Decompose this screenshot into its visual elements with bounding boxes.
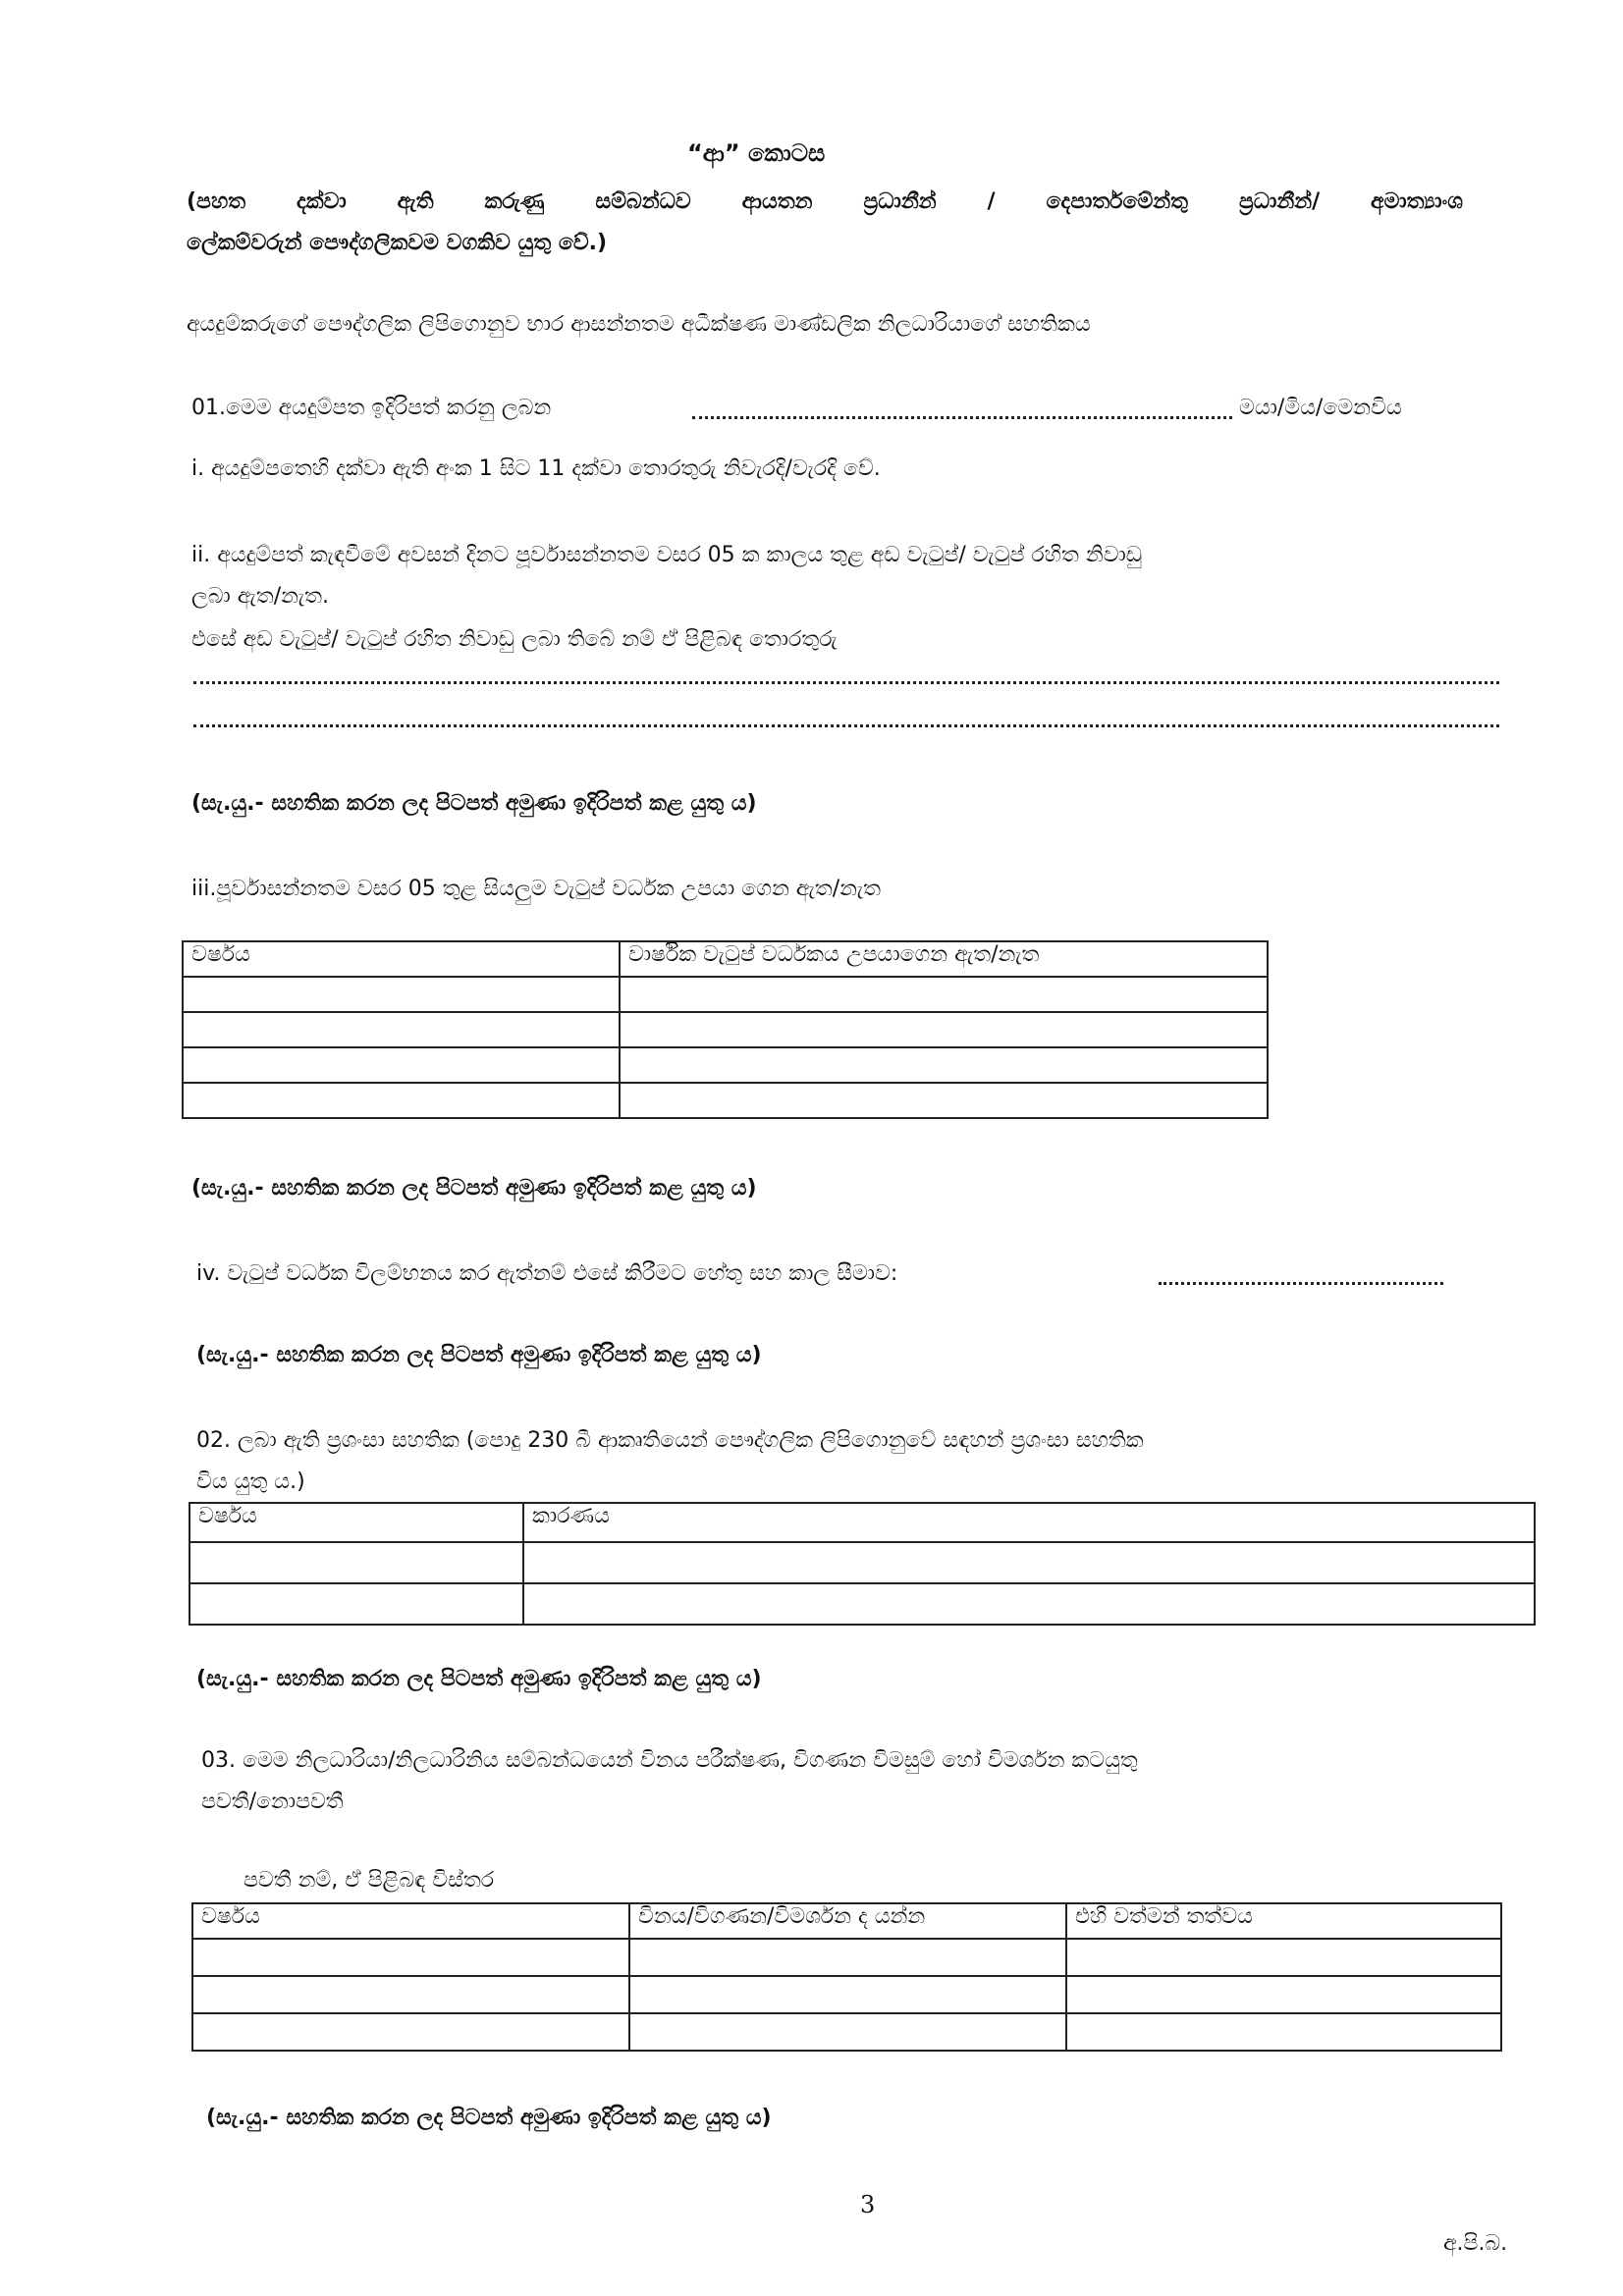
commendation-table-header-reason: කාරණය <box>523 1503 1535 1542</box>
q01-suffix: මයා/මිය/මෙනවිය <box>1239 396 1402 420</box>
disciplinary-table-header-type: විනය/විගණන/විමර්ශන ද යන්න <box>629 1903 1066 1939</box>
attachment-note-3: (සැ.යු.- සහතික කරන ලද පිටපත් අමුණා ඉදිරිපත් කළ යුතු ය) <box>196 1343 762 1367</box>
table-cell[interactable] <box>189 1583 523 1625</box>
item-i: i. අයදුම්පතෙහි දක්වා ඇති අංක 1 සිට 11 දක්වා තොරතුරු නිවැරදි/වැරදි වේ. <box>191 456 881 481</box>
table-cell[interactable] <box>620 1012 1268 1047</box>
table-cell[interactable] <box>183 1012 620 1047</box>
table-cell[interactable] <box>620 1047 1268 1083</box>
q03-line-1: 03. මෙම නිලධාරියා/නිලධාරිනිය සම්බන්ධයෙන් විනය පරීක්ෂණ, විගණන විමසුම් හෝ විමර්ශන කටයුතු <box>201 1748 1138 1773</box>
item-iv-answer-blank[interactable] <box>1159 1282 1443 1285</box>
table-cell[interactable] <box>523 1542 1535 1583</box>
table-cell[interactable] <box>620 977 1268 1012</box>
table-row <box>192 2013 1501 2051</box>
table-cell[interactable] <box>1066 1976 1501 2013</box>
table-cell[interactable] <box>183 1047 620 1083</box>
table-cell[interactable] <box>620 1083 1268 1118</box>
table-cell[interactable] <box>192 2013 629 2051</box>
table-cell[interactable] <box>192 1976 629 2013</box>
q02-line-1: 02. ලබා ඇති ප්‍රශංසා සහතික (පොදු 230 බී ආකෘතියෙන් පෞද්ගලික ලිපිගොනුවේ සඳහන් ප්‍රශංසා සහතික <box>196 1428 1144 1453</box>
table-row <box>189 1583 1535 1625</box>
table-row <box>183 1012 1268 1047</box>
item-ii-line-1: ii. අයදුම්පත් කැඳවීමේ අවසන් දිනට පූර්වාසන්නතම වසර 05 ක කාලය තුළ අඩ වැටුප්/ වැටුප් රහිත නිවාඩු <box>191 543 1143 567</box>
table-cell[interactable] <box>1066 2013 1501 2051</box>
item-ii-answer-line-1[interactable] <box>193 681 1499 684</box>
certificate-heading: අයදුම්කරුගේ පෞද්ගලික ලිපිගොනුව භාර ආසන්නතම අධීක්ෂණ මාණ්ඩලික නිලධාරියාගේ සහතිකය <box>187 312 1091 337</box>
item-ii-answer-line-2[interactable] <box>193 724 1499 727</box>
item-iii: iii.පූර්වාසන්නතම වසර 05 තුළ සියලුම වැටුප් වර්ධක උපයා ගෙන ඇත/නැත <box>191 877 882 901</box>
commendation-table-header-year: වර්ෂය <box>189 1503 523 1542</box>
attachment-note-2: (සැ.යු.- සහතික කරන ලද පිටපත් අමුණා ඉදිරිපත් කළ යුතු ය) <box>191 1176 757 1201</box>
commendation-table <box>189 1502 1536 1626</box>
table-cell[interactable] <box>629 1976 1066 2013</box>
table-row <box>192 1976 1501 2013</box>
table-cell[interactable] <box>629 2013 1066 2051</box>
disciplinary-table-header-status: එහි වත්මන් තත්වය <box>1066 1903 1501 1939</box>
instruction-line-1: (පහත දක්වා ඇති කරුණු සම්බන්ධව ආයතන ප්‍රධානීන් / දෙපාර්තමේන්තු ප්‍රධානීන්/ අමාත්‍යාංශ <box>187 189 1463 214</box>
footer-initials: අ.පි.බ. <box>1443 2231 1508 2256</box>
table-cell[interactable] <box>183 1083 620 1118</box>
q03-line-2: පවතී/නොපවතී <box>201 1789 344 1814</box>
table-cell[interactable] <box>183 977 620 1012</box>
increment-table-header-year: වර්ෂය <box>183 941 620 977</box>
table-cell[interactable] <box>523 1583 1535 1625</box>
item-ii-line-3: එසේ අඩ වැටුප්/ වැටුප් රහිත නිවාඩු ලබා තිබේ නම් ඒ පිළිබඳ තොරතුරු <box>191 627 838 652</box>
table-row <box>183 977 1268 1012</box>
q02-line-2: විය යුතු ය.) <box>196 1469 305 1494</box>
table-cell[interactable] <box>192 1939 629 1976</box>
table-row <box>183 1047 1268 1083</box>
increment-table-header-status: වාර්ෂික වැටුප් වර්ධකය උපයාගෙන ඇත/නැත <box>620 941 1268 977</box>
table-cell[interactable] <box>1066 1939 1501 1976</box>
increment-table <box>182 940 1269 1119</box>
item-ii-line-2: ලබා ඇත/නැත. <box>191 584 329 609</box>
instruction-line-2: ලේකම්වරුන් පෞද්ගලිකවම වගකිව යුතු වේ.) <box>187 231 608 255</box>
disciplinary-table-header-year: වර්ෂය <box>192 1903 629 1939</box>
table-cell[interactable] <box>629 1939 1066 1976</box>
q03-details-label: පවතී නම්, ඒ පිළිබඳ විස්තර <box>243 1868 495 1893</box>
table-row <box>189 1542 1535 1583</box>
table-cell[interactable] <box>189 1542 523 1583</box>
disciplinary-table <box>191 1902 1502 2052</box>
attachment-note-4: (සැ.යු.- සහතික කරන ලද පිටපත් අමුණා ඉදිරිපත් කළ යුතු ය) <box>196 1667 762 1691</box>
attachment-note-1: (සැ.යු.- සහතික කරන ලද පිටපත් අමුණා ඉදිරිපත් කළ යුතු ය) <box>191 791 757 816</box>
page-number: 3 <box>860 2191 876 2218</box>
item-iv: iv. වැටුප් වර්ධක විලම්භනය කර ඇත්නම් එසේ කිරීමට හේතු සහ කාල සීමාව: <box>196 1261 898 1286</box>
q01-prefix: 01.මෙම අයදුම්පත ඉදිරිපත් කරනු ලබන <box>191 396 552 420</box>
attachment-note-5: (සැ.යු.- සහතික කරන ලද පිටපත් අමුණා ඉදිරිපත් කළ යුතු ය) <box>206 2106 772 2130</box>
table-row <box>183 1083 1268 1118</box>
table-row <box>192 1939 1501 1976</box>
q01-name-blank[interactable] <box>692 416 1232 419</box>
section-title: “ආ” කොටස <box>687 139 826 167</box>
